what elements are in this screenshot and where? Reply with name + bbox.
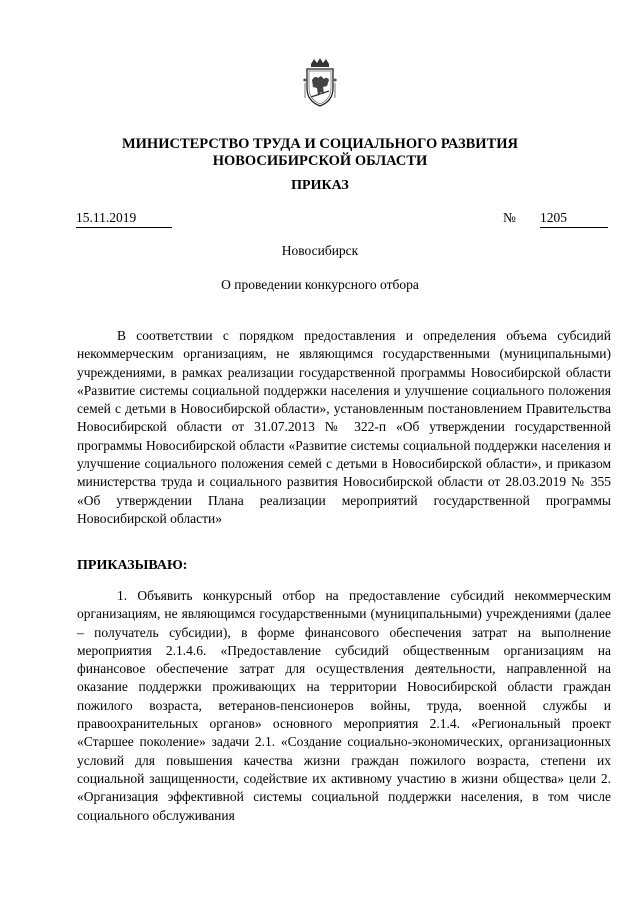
decree-heading: ПРИКАЗЫВАЮ: [77,558,188,573]
order-number: 1205 [540,210,608,228]
number-sign: № [503,210,516,225]
order-date: 15.11.2019 [76,210,172,228]
novosibirsk-coat-of-arms-icon [303,56,337,108]
city-name: Новосибирск [281,243,359,258]
ministry-name [60,136,580,170]
order-subject: О проведении конкурсного отбора [221,277,419,292]
document-type: ПРИКАЗ [291,178,349,193]
preamble-paragraph: В соответствии с порядком предоставления и определения объема субсидий некоммерческим организациям, не являющимся государственными (муниципальными) учреждениями, в рамках реализации государственной программы Новосибирской области «Развитие системы социальной поддержки населения и улучшение социального положения семей с детьми в Новосибирской области», установленным постановлением Правительства Новосибирской области от 31.07.2013 № 322-п «Об утверждении государственной программы Новосибирской области «Развитие системы социальной поддержки населения и улучшение социального положения семей с детьми в Новосибирской области», и приказом министерства труда и социального развития Новосибирской области от 28.03.2019 № 355 «Об утверждении Плана реализации мероприятий государственной программы Новосибирской области» [77,328,611,526]
ministry-name-line-1: МИНИСТЕРСТВО ТРУДА И СОЦИАЛЬНОГО РАЗВИТИЯ [121,136,519,152]
item-1-paragraph: 1. Объявить конкурсный отбор на предоставление субсидий некоммерческим организациям, не являющимся государственными (муниципальными) учреждениями (далее – получатель субсидии), в форме финансового обеспечения затрат на выполнение мероприятия 2.1.4.6. «Предоставление субсидий общественным организациям на финансовое обеспечение затрат для осуществления деятельности, направленной на оказание поддержки проживающих на территории Новосибирской области граждан пожилого возраста, ветеранов-пенсионеров войны, труда, военной службы и правоохранительных органов» основного мероприятия 2.1.4. «Региональный проект «Старшее поколение» задачи 2.1. «Создание социально-экономических, организационных условий для повышения качества жизни граждан пожилого возраста, степени их социальной защищенности, содействие их активному участию в жизни общества» цели 2. «Организация эффективной системы социальной поддержки населения, в том числе социального обслуживания [77,588,611,823]
ministry-name-line-2: НОВОСИБИРСКОЙ ОБЛАСТИ [212,153,428,169]
